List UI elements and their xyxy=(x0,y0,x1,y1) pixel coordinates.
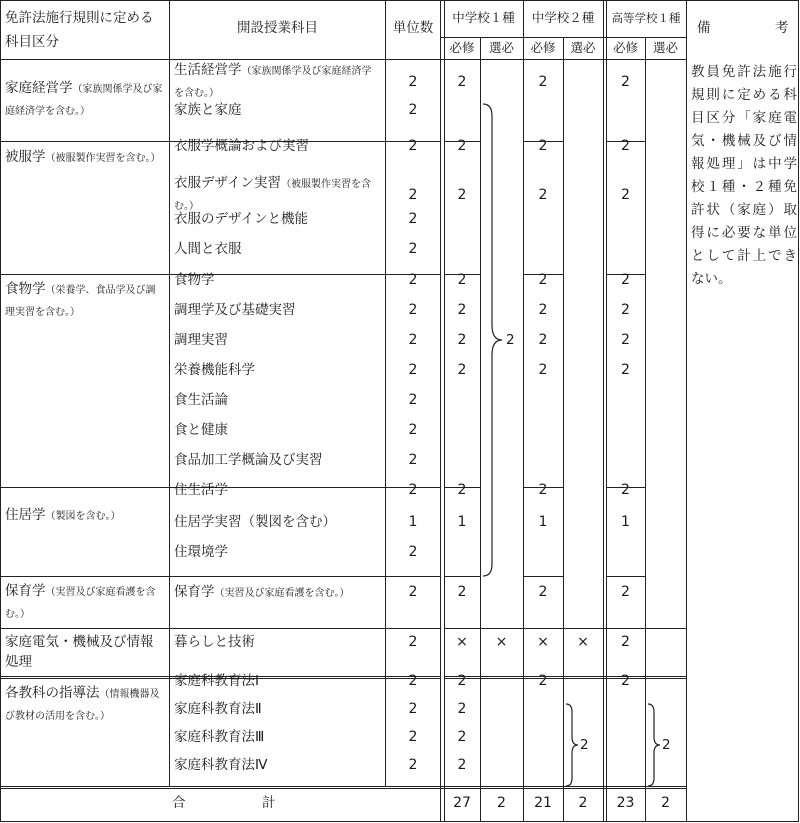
cell-hs1-req: 1 xyxy=(621,514,630,530)
course-name: 食品加工学概論及び実習 xyxy=(174,452,323,468)
cell-hs1-req: 2 xyxy=(621,362,630,378)
course-name: 生活経営学（家族関係学及び家庭経済学を含む。） xyxy=(174,62,372,99)
category-electric-info: 家庭電気・機械及び情報処理 xyxy=(5,634,154,670)
cell-jh2-req: 2 xyxy=(538,302,548,318)
cell-jh1-req: × xyxy=(456,634,468,650)
category-teaching-methods: 各教科の指導法（情報機器及び教材の活用を含む。） xyxy=(5,685,160,722)
cell-credits: 2 xyxy=(408,362,418,378)
cell-jh1-req: 2 xyxy=(457,757,467,773)
cell-hs1-req: 2 xyxy=(621,187,630,203)
course-name: 衣服のデザインと機能 xyxy=(174,211,309,227)
header-jh2-required: 必修 xyxy=(530,40,556,55)
cell-credits: 2 xyxy=(408,392,418,408)
cell-jh1-el: × xyxy=(495,634,508,650)
cell-jh2-req: 1 xyxy=(538,514,548,530)
cell-hs1-req: 2 xyxy=(621,272,630,288)
cell-credits: 2 xyxy=(408,211,418,227)
course-name: 衣服デザイン実習（被服製作実習を含む。） xyxy=(174,175,372,212)
cell-hs1-req: 2 xyxy=(621,138,630,154)
cell-jh2-req: 2 xyxy=(538,74,548,90)
cell-credits: 2 xyxy=(408,187,418,203)
cell-jh1-req: 2 xyxy=(457,332,467,348)
course-name: 衣服学概論および実習 xyxy=(174,138,309,154)
cell-jh1-req: 2 xyxy=(457,362,467,378)
course-name: 保育学（実習及び家庭看護を含む。） xyxy=(174,584,350,600)
header-jh1-elective: 選必 xyxy=(488,40,514,55)
cell-credits: 2 xyxy=(408,584,418,600)
header-jh1-required: 必修 xyxy=(449,40,475,55)
total-jh1-elective: 2 xyxy=(497,795,506,811)
cell-jh2-req: 2 xyxy=(538,584,548,600)
total-jh1-required: 27 xyxy=(453,795,471,811)
cell-jh1-req: 2 xyxy=(457,302,467,318)
cell-hs1-req: 2 xyxy=(621,302,630,318)
course-name: 食生活論 xyxy=(174,392,228,408)
cell-hs1-req: 2 xyxy=(621,673,630,689)
cell-jh1-req: 2 xyxy=(457,482,467,498)
cell-hs1-req: 2 xyxy=(621,584,630,600)
cell-credits: 2 xyxy=(408,544,418,560)
cell-credits: 2 xyxy=(408,332,418,348)
cell-jh1-req: 2 xyxy=(457,673,467,689)
category-food: 食物学（栄養学、食品学及び調理実習を含む。） xyxy=(5,281,156,318)
header-category: 免許法施行規則に定める科目区分 xyxy=(5,10,154,50)
cell-jh1-req: 1 xyxy=(457,514,467,530)
category-clothing: 被服学（被服製作実習を含む。） xyxy=(5,149,161,165)
cell-credits: 2 xyxy=(408,701,418,717)
total-jh2-elective: 2 xyxy=(578,795,588,811)
cell-hs1-req: 2 xyxy=(621,332,630,348)
jh1-elective-brace xyxy=(483,104,502,576)
header-remarks-b: 考 xyxy=(775,20,789,36)
cell-credits: 2 xyxy=(408,673,418,689)
cell-jh1-req: 2 xyxy=(457,729,467,745)
cell-jh2-el: × xyxy=(577,634,589,650)
course-name: 家庭科教育法Ⅲ xyxy=(174,729,265,745)
cell-jh1-req: 2 xyxy=(457,74,467,90)
course-name: 栄養機能科学 xyxy=(174,362,255,378)
cell-jh2-req: 2 xyxy=(538,138,548,154)
jh2-elective-total: 2 xyxy=(580,737,589,753)
cell-hs1-req: 2 xyxy=(621,74,630,90)
cell-hs1-req: 2 xyxy=(621,634,630,650)
cell-jh2-req: 2 xyxy=(538,362,548,378)
total-jh2-required: 21 xyxy=(534,795,552,811)
course-name: 家庭科教育法Ⅱ xyxy=(174,701,262,717)
cell-jh2-req: × xyxy=(537,634,549,650)
cell-jh1-req: 2 xyxy=(457,701,467,717)
category-housing: 住居学（製図を含む。） xyxy=(5,507,121,523)
course-name: 人間と衣服 xyxy=(174,241,242,257)
course-name: 食と健康 xyxy=(174,422,228,438)
cell-jh2-req: 2 xyxy=(538,272,548,288)
cell-jh2-req: 2 xyxy=(538,673,548,689)
cell-jh1-req: 2 xyxy=(457,272,467,288)
hs1-elective-total: 2 xyxy=(662,737,671,753)
cell-credits: 2 xyxy=(408,757,418,773)
course-name: 調理実習 xyxy=(174,332,228,348)
cell-credits: 2 xyxy=(408,634,418,650)
remarks-text: 教員免許法施行規則に定める科目区分「家庭電気・機械及び情報処理」は中学校１種・２種免許状（家庭）取得に必要な単位として計上できない。 xyxy=(691,64,797,287)
header-hs1: 高等学校１種 xyxy=(611,11,681,25)
hs1-elective-brace xyxy=(648,704,660,786)
jh1-elective-total: 2 xyxy=(506,332,515,348)
course-name: 食物学 xyxy=(174,272,215,288)
total-label-a: 合 xyxy=(172,795,186,811)
cell-credits: 2 xyxy=(408,138,418,154)
total-hs1-required: 23 xyxy=(616,795,635,811)
header-jh1: 中学校１種 xyxy=(452,10,515,25)
cell-jh1-req: 2 xyxy=(457,187,467,203)
cell-jh2-req: 2 xyxy=(538,187,548,203)
header-jh2: 中学校２種 xyxy=(531,10,595,25)
header-remarks-a: 備 xyxy=(697,20,711,36)
cell-credits: 2 xyxy=(408,482,418,498)
course-name: 住居学実習（製図を含む） xyxy=(174,514,336,530)
course-name: 家庭科教育法Ⅰ xyxy=(174,673,259,689)
cell-jh1-req: 2 xyxy=(457,138,467,154)
cell-credits: 2 xyxy=(408,74,418,90)
category-childcare: 保育学（実習及び家庭看護を含む。） xyxy=(5,583,156,620)
course-name: 家庭科教育法Ⅳ xyxy=(174,757,268,773)
header-credits: 単位数 xyxy=(392,20,434,36)
cell-credits: 2 xyxy=(408,729,418,745)
header-jh2-elective: 選必 xyxy=(570,40,596,55)
total-hs1-elective: 2 xyxy=(661,795,670,811)
cell-credits: 2 xyxy=(408,452,418,468)
cell-jh2-req: 2 xyxy=(538,482,548,498)
cell-credits: 2 xyxy=(408,272,418,288)
cell-credits: 2 xyxy=(408,422,418,438)
cell-jh1-req: 2 xyxy=(457,584,467,600)
total-label-b: 計 xyxy=(262,795,276,811)
cell-credits: 2 xyxy=(408,241,418,257)
cell-hs1-req: 2 xyxy=(621,482,630,498)
cell-credits: 1 xyxy=(408,514,418,530)
jh2-elective-brace xyxy=(566,704,578,786)
category-home-management: 家庭経営学（家族関係学及び家庭経済学を含む。） xyxy=(5,80,163,117)
course-name: 住環境学 xyxy=(174,544,228,560)
course-name: 調理学及び基礎実習 xyxy=(174,302,296,318)
course-name: 暮らしと技術 xyxy=(174,634,255,650)
header-hs1-required: 必修 xyxy=(612,40,638,55)
header-hs1-elective: 選必 xyxy=(652,40,678,55)
course-name: 住生活学 xyxy=(174,482,228,498)
header-subject: 開設授業科目 xyxy=(237,20,318,36)
cell-jh2-req: 2 xyxy=(538,332,548,348)
course-name: 家族と家庭 xyxy=(174,102,242,118)
cell-credits: 2 xyxy=(408,102,418,118)
cell-credits: 2 xyxy=(408,302,418,318)
